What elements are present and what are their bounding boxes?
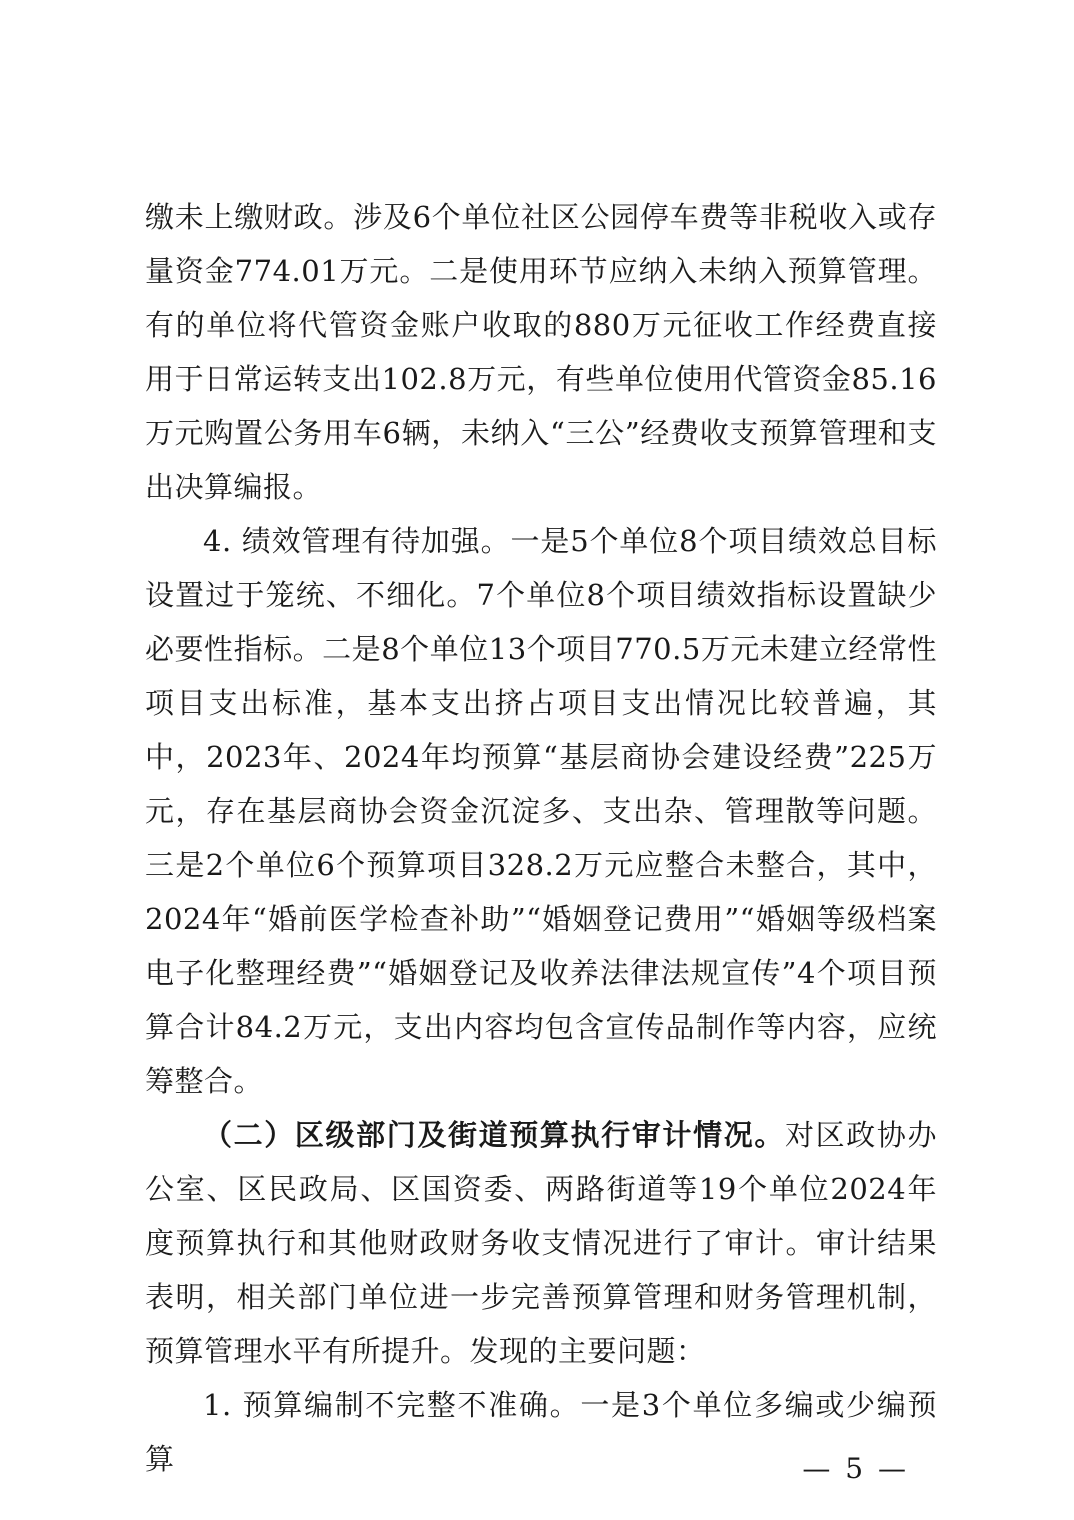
section-body: 对区政协办公室、区民政局、区国资委、两路街道等19个单位2024年度预算执行和其他财政财务收支情况进行了审计。审计结果表明，相关部门单位进一步完善预算管理和财务管理机制，预算管理水平有所提升。发现的主要问题：: [145, 1118, 937, 1368]
paragraph-continued-budget-income: 缴未上缴财政。涉及6个单位社区公园停车费等非税收入或存量资金774.01万元。二是使用环节应纳入未纳入预算管理。有的单位将代管资金账户收取的880万元征收工作经费直接用于日常运转支出102.8万元，有些单位使用代管资金85.16万元购置公务用车6辆，未纳入“三公”经费收支预算管理和支出决算编报。: [145, 200, 937, 504]
paragraph-performance-management: 4. 绩效管理有待加强。一是5个单位8个项目绩效总目标设置过于笼统、不细化。7个单位8个项目绩效指标设置缺少必要性指标。二是8个单位13个项目770.5万元未建立经常性项目支出标准，基本支出挤占项目支出情况比较普遍，其中，2023年、2024年均预算“基层商协会建设经费”225万元，存在基层商协会资金沉淀多、支出杂、管理散等问题。三是2个单位6个预算项目328.2万元应整合未整合，其中，2024年“婚前医学检查补助”“婚姻登记费用”“婚姻等级档案电子化整理经费”“婚姻登记及收养法律法规宣传”4个项目预算合计84.2万元，支出内容均包含宣传品制作等内容，应统筹整合。: [145, 524, 937, 1098]
document-body: [145, 190, 937, 1486]
section-heading: （二）区级部门及街道预算执行审计情况。: [203, 1118, 785, 1152]
page-number: — 5 —: [802, 1452, 909, 1485]
paragraph-budget-preparation: 1. 预算编制不完整不准确。一是3个单位多编或少编预算: [145, 1388, 937, 1476]
paragraph-district-budget-audit: [145, 1108, 937, 1378]
